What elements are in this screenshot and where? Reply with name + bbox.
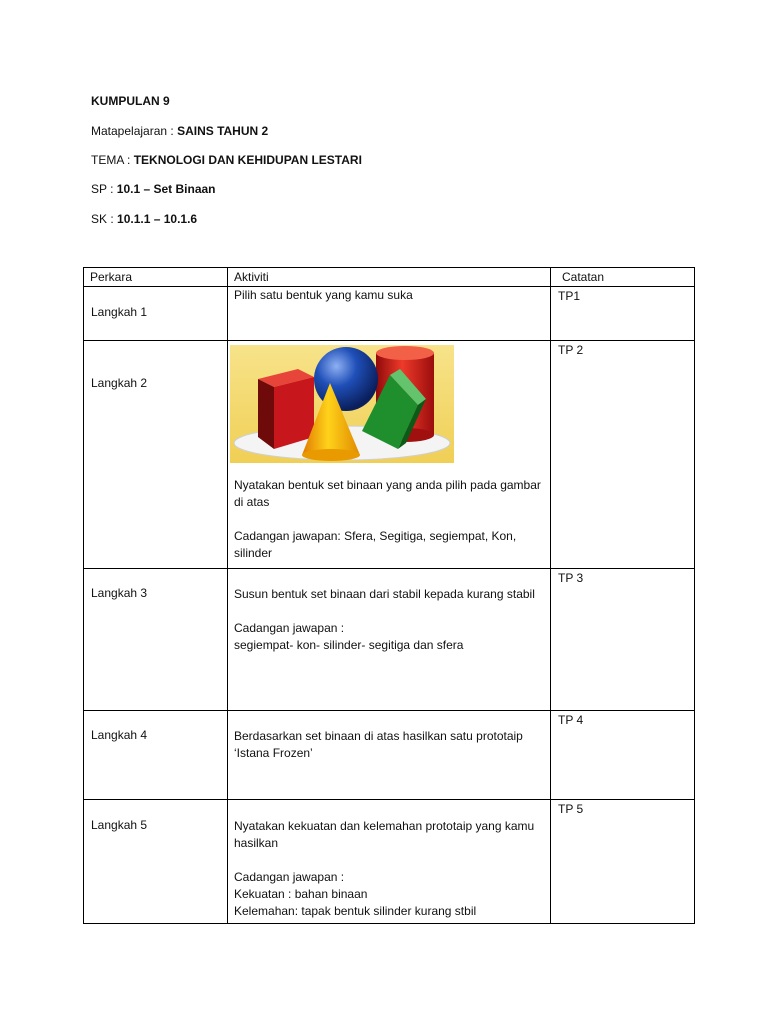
theme-line: TEMA : TEKNOLOGI DAN KEHIDUPAN LESTARI <box>91 153 362 167</box>
step-label: Langkah 5 <box>91 818 148 832</box>
geometric-solids-image <box>230 345 454 463</box>
activity-text: Nyatakan kekuatan dan kelemahan prototaip yang kamu hasilkan Cadangan jawapan : Kekuatan : bahan binaan Kelemahan: tapak bentuk silinder kurang stbil <box>234 819 535 918</box>
table-row <box>84 800 695 924</box>
tp-note: TP 5 <box>558 802 584 816</box>
table-header-row <box>84 268 695 287</box>
step-label: Langkah 3 <box>91 586 148 600</box>
header-perkara: Perkara <box>84 268 228 287</box>
header-aktiviti: Aktiviti <box>228 268 551 287</box>
activity-text: Pilih satu bentuk yang kamu suka <box>234 288 413 302</box>
table-row <box>84 287 695 341</box>
tp-note: TP 3 <box>558 571 584 585</box>
tp-note: TP 4 <box>558 713 584 727</box>
table-row <box>84 569 695 711</box>
tp-note: TP 2 <box>558 343 584 357</box>
table-row <box>84 341 695 569</box>
activity-text: Berdasarkan set binaan di atas hasilkan satu prototaip ‘Istana Frozen’ <box>234 729 523 760</box>
tp-note: TP1 <box>558 289 581 303</box>
subject-line: Matapelajaran : SAINS TAHUN 2 <box>91 124 269 138</box>
group-title: KUMPULAN 9 <box>91 94 170 108</box>
activity-text: Nyatakan bentuk set binaan yang anda pilih pada gambar di atas Cadangan jawapan: Sfera, Segitiga, segiempat, Kon, silinder <box>234 478 541 560</box>
step-label: Langkah 1 <box>91 305 148 319</box>
step-label: Langkah 2 <box>91 376 148 390</box>
table-row <box>84 711 695 800</box>
cube-shape <box>258 369 314 449</box>
step-label: Langkah 4 <box>91 728 148 742</box>
sk-line: SK : 10.1.1 – 10.1.6 <box>91 212 198 226</box>
activity-text: Susun bentuk set binaan dari stabil kepada kurang stabil Cadangan jawapan : segiempat- kon- silinder- segitiga dan sfera <box>234 587 535 652</box>
activity-table <box>83 267 695 924</box>
sp-line: SP : 10.1 – Set Binaan <box>91 182 216 196</box>
header-catatan: Catatan <box>551 268 695 287</box>
